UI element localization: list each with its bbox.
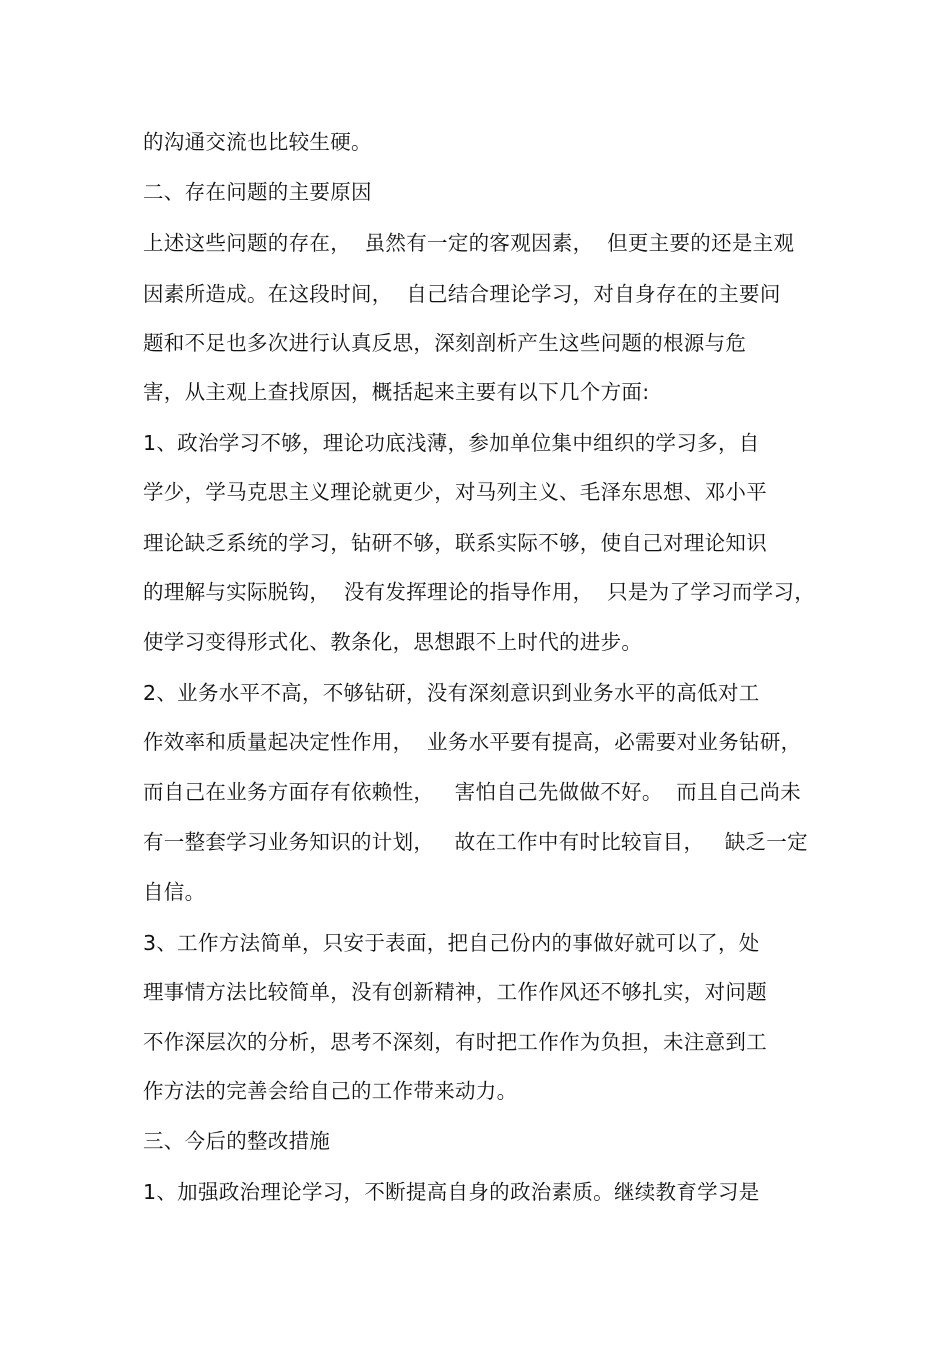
text-line: 作方法的完善会给自己的工作带来动力。 (143, 1079, 518, 1103)
text-line: 的理解与实际脱钩， 没有发挥理论的指导作用， 只是为了学习而学习， (143, 580, 816, 604)
text-line: 理论缺乏系统的学习，钻研不够，联系实际不够，使自己对理论知识 (143, 531, 767, 555)
text-line: 学少，学马克思主义理论就更少，对马列主义、毛泽东思想、邓小平 (143, 480, 767, 504)
section-heading: 三、今后的整改措施 (143, 1129, 331, 1153)
text-line: 上述这些问题的存在， 虽然有一定的客观因素， 但更主要的还是主观 (143, 231, 795, 255)
text-line: 1、加强政治理论学习，不断提高自身的政治素质。继续教育学习是 (143, 1180, 760, 1204)
section-heading: 二、存在问题的主要原因 (143, 180, 372, 204)
text-line: 自信。 (143, 880, 206, 904)
text-line: 而自己在业务方面存有依赖性， 害怕自己先做做不好。 而且自己尚未 (143, 780, 802, 804)
text-line: 不作深层次的分析，思考不深刻，有时把工作作为负担，未注意到工 (143, 1030, 767, 1054)
text-line: 3、工作方法简单，只安于表面，把自己份内的事做好就可以了，处 (143, 931, 760, 955)
text-line: 题和不足也多次进行认真反思，深刻剖析产生这些问题的根源与危 (143, 331, 747, 355)
text-line: 2、业务水平不高，不够钻研，没有深刻意识到业务水平的高低对工 (143, 681, 760, 705)
text-line: 害，从主观上查找原因，概括起来主要有以下几个方面: (143, 380, 650, 404)
text-line: 因素所造成。在这段时间， 自己结合理论学习，对自身存在的主要问 (143, 282, 781, 306)
text-line: 有一整套学习业务知识的计划， 故在工作中有时比较盲目， 缺乏一定 (143, 830, 808, 854)
text-line: 的沟通交流也比较生硬。 (143, 130, 372, 154)
text-line: 作效率和质量起决定性作用， 业务水平要有提高，必需要对业务钻研， (143, 730, 802, 754)
text-line: 1、政治学习不够，理论功底浅薄，参加单位集中组织的学习多，自 (143, 431, 760, 455)
text-line: 理事情方法比较简单，没有创新精神，工作作风还不够扎实，对问题 (143, 980, 767, 1004)
text-line: 使学习变得形式化、教条化，思想跟不上时代的进步。 (143, 630, 643, 654)
